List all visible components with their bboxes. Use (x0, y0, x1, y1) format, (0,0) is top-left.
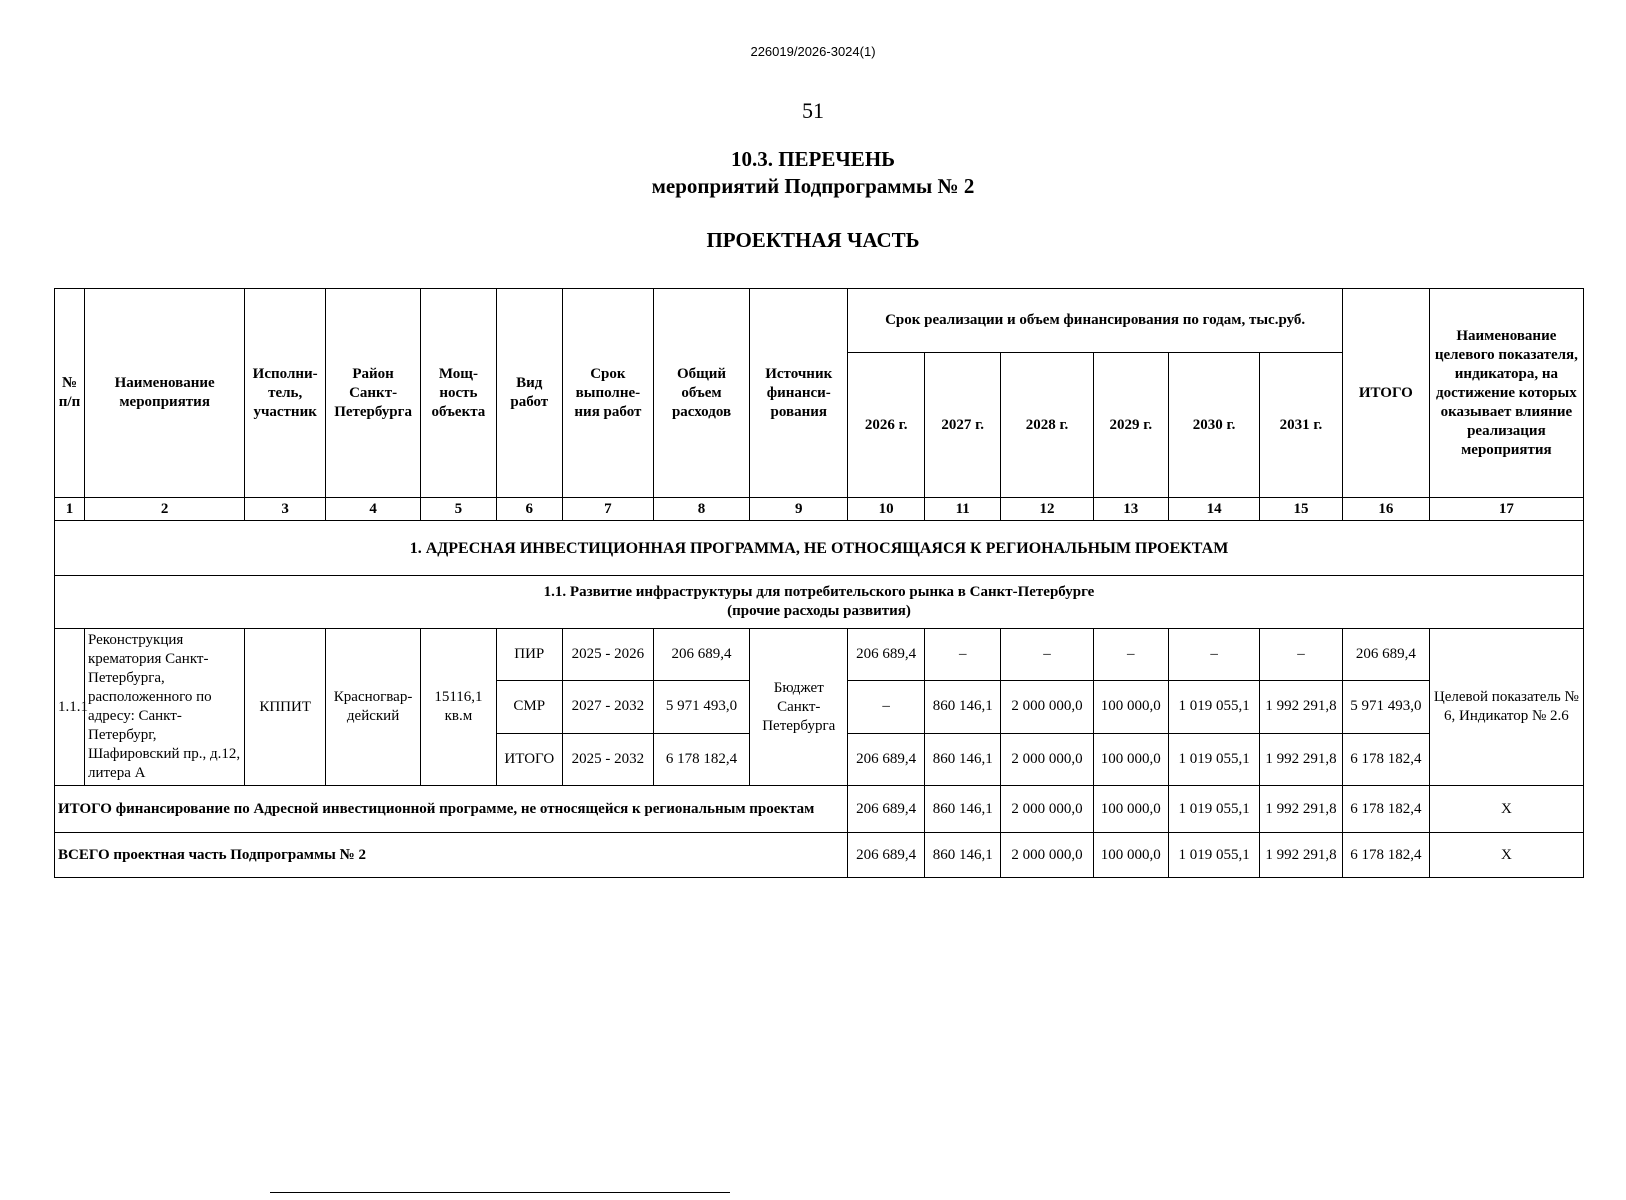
total-indicator: Х (1429, 786, 1583, 833)
page-number: 51 (802, 98, 824, 123)
work-period: 2025 - 2032 (562, 733, 653, 785)
column-number: 5 (421, 498, 497, 521)
year-value: 100 000,0 (1093, 733, 1169, 785)
column-number: 2 (84, 498, 244, 521)
year-value: 860 146,1 (924, 681, 1001, 733)
row-itogo: 206 689,4 (1342, 629, 1429, 681)
column-numbers-row (55, 498, 1584, 521)
year-value: – (1001, 629, 1093, 681)
document-id: 226019/2026-3024(1) (750, 44, 876, 59)
col-header-year: 2028 г. (1001, 353, 1093, 498)
year-value: 1 019 055,1 (1169, 681, 1260, 733)
year-value: 1 992 291,8 (1260, 786, 1343, 833)
year-value: 860 146,1 (924, 833, 1001, 878)
col-header-indicator: Наименование целевого показателя, индикатора, на достижение которых оказывает влияние реализация мероприятия (1429, 289, 1583, 498)
column-number: 3 (245, 498, 326, 521)
measures-table (54, 288, 1584, 878)
title-line-2: мероприятий Подпрограммы № 2 (651, 174, 975, 198)
column-number: 4 (326, 498, 421, 521)
col-header-year: 2027 г. (924, 353, 1001, 498)
year-value: 2 000 000,0 (1001, 733, 1093, 785)
title-line-1: 10.3. ПЕРЕЧЕНЬ (730, 147, 896, 171)
year-value: 860 146,1 (924, 733, 1001, 785)
year-value: 1 019 055,1 (1169, 833, 1260, 878)
col-header-period: Срок выполне-ния работ (562, 289, 653, 498)
column-number: 11 (924, 498, 1001, 521)
col-header-source: Источник финанси-рования (750, 289, 848, 498)
row-itogo: 5 971 493,0 (1342, 681, 1429, 733)
year-value: 2 000 000,0 (1001, 786, 1093, 833)
program-section-heading: 1. АДРЕСНАЯ ИНВЕСТИЦИОННАЯ ПРОГРАММА, НЕ ОТНОСЯЩАЯСЯ К РЕГИОНАЛЬНЫМ ПРОЕКТАМ (55, 521, 1584, 576)
item-capacity: 15116,1 кв.м (421, 629, 497, 786)
column-number: 17 (1429, 498, 1583, 521)
col-header-years-group: Срок реализации и объем финансирования по годам, тыс.руб. (848, 289, 1343, 353)
item-district: Красногвар-дейский (326, 629, 421, 786)
col-header-work-type: Вид работ (496, 289, 562, 498)
item-executor: КППИТ (245, 629, 326, 786)
work-type: СМР (496, 681, 562, 733)
column-number: 1 (55, 498, 85, 521)
col-header-name: Наименование мероприятия (84, 289, 244, 498)
year-value: 1 992 291,8 (1260, 833, 1343, 878)
col-header-executor: Исполни-тель, участник (245, 289, 326, 498)
total-itogo: 6 178 182,4 (1342, 833, 1429, 878)
col-header-district: Район Санкт-Петербурга (326, 289, 421, 498)
year-value: – (1260, 629, 1343, 681)
financing-source: Бюджет Санкт-Петербурга (750, 629, 848, 786)
total-itogo: 6 178 182,4 (1342, 786, 1429, 833)
year-value: 1 019 055,1 (1169, 733, 1260, 785)
year-value: – (1169, 629, 1260, 681)
year-value: 100 000,0 (1093, 833, 1169, 878)
year-value: 1 992 291,8 (1260, 681, 1343, 733)
col-header-year: 2031 г. (1260, 353, 1343, 498)
total-cost: 206 689,4 (653, 629, 749, 681)
year-value: 2 000 000,0 (1001, 681, 1093, 733)
section-title: ПРОЕКТНАЯ ЧАСТЬ (706, 228, 920, 252)
year-value: 206 689,4 (848, 733, 925, 785)
total-indicator: Х (1429, 833, 1583, 878)
subsection-line-1: 1.1. Развитие инфраструктуры для потребительского рынка в Санкт-Петербурге (543, 584, 1095, 600)
item-number: 1.1.1 (55, 629, 85, 786)
column-number: 13 (1093, 498, 1169, 521)
total-cost: 5 971 493,0 (653, 681, 749, 733)
col-header-year: 2030 г. (1169, 353, 1260, 498)
document-title (0, 146, 1626, 200)
year-value: 100 000,0 (1093, 786, 1169, 833)
subsection-heading (55, 576, 1584, 629)
year-value: 1 992 291,8 (1260, 733, 1343, 785)
subsection-line-2: (прочие расходы развития) (727, 603, 911, 619)
column-number: 9 (750, 498, 848, 521)
column-number: 15 (1260, 498, 1343, 521)
col-header-year: 2026 г. (848, 353, 925, 498)
year-value: 206 689,4 (848, 786, 925, 833)
year-value: 206 689,4 (848, 833, 925, 878)
col-header-capacity: Мощ-ность объекта (421, 289, 497, 498)
work-period: 2025 - 2026 (562, 629, 653, 681)
year-value: 1 019 055,1 (1169, 786, 1260, 833)
column-number: 7 (562, 498, 653, 521)
col-header-num: № п/п (55, 289, 85, 498)
year-value: 860 146,1 (924, 786, 1001, 833)
column-number: 14 (1169, 498, 1260, 521)
total-cost: 6 178 182,4 (653, 733, 749, 785)
total-label: ИТОГО финансирование по Адресной инвестиционной программе, не относящейся к региональным проектам (55, 786, 848, 833)
work-type: ИТОГО (496, 733, 562, 785)
work-period: 2027 - 2032 (562, 681, 653, 733)
col-header-year: 2029 г. (1093, 353, 1169, 498)
column-number: 6 (496, 498, 562, 521)
total-label: ВСЕГО проектная часть Подпрограммы № 2 (55, 833, 848, 878)
column-number: 8 (653, 498, 749, 521)
item-indicator: Целевой показатель № 6, Индикатор № 2.6 (1429, 629, 1583, 786)
column-number: 16 (1342, 498, 1429, 521)
col-header-itogo: ИТОГО (1342, 289, 1429, 498)
total-row (55, 786, 1584, 833)
year-value: – (924, 629, 1001, 681)
year-value: 100 000,0 (1093, 681, 1169, 733)
work-type: ПИР (496, 629, 562, 681)
total-row (55, 833, 1584, 878)
column-number: 10 (848, 498, 925, 521)
item-name: Реконструкция крематория Санкт-Петербурга, расположенного по адресу: Санкт-Петербург, Шафировский пр., д.12, литера А (84, 629, 244, 786)
column-number: 12 (1001, 498, 1093, 521)
footer-divider (270, 1192, 730, 1193)
year-value: – (848, 681, 925, 733)
col-header-total-cost: Общий объем расходов (653, 289, 749, 498)
row-itogo: 6 178 182,4 (1342, 733, 1429, 785)
year-value: 2 000 000,0 (1001, 833, 1093, 878)
year-value: – (1093, 629, 1169, 681)
table-row (55, 629, 1584, 681)
year-value: 206 689,4 (848, 629, 925, 681)
